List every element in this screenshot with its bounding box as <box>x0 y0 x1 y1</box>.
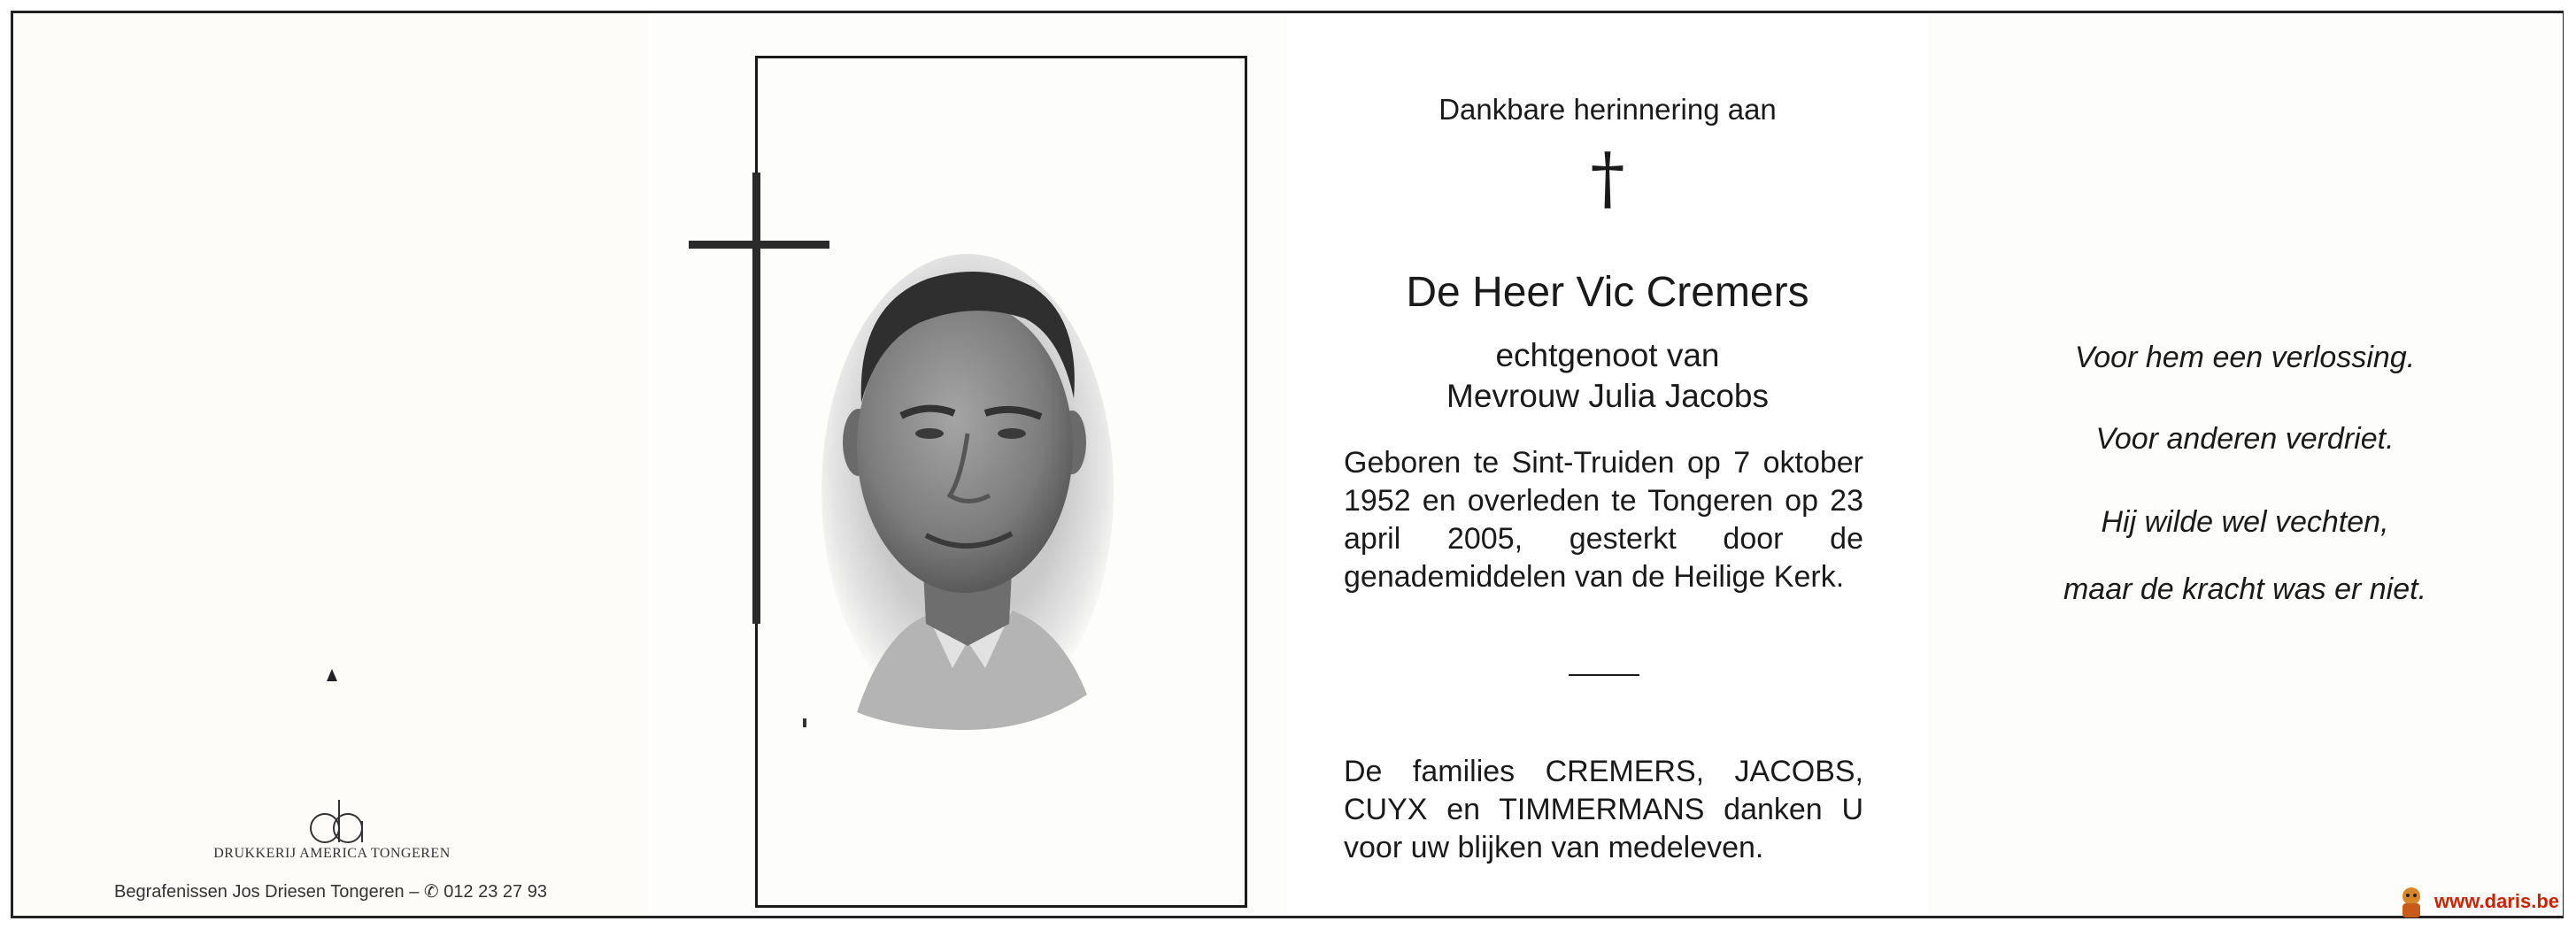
verse-panel <box>1927 13 2563 916</box>
memorial-panel <box>1288 13 1927 916</box>
verse-line-2: Voor anderen verdriet. <box>2095 422 2395 456</box>
photo-border-left-bottom <box>755 624 758 908</box>
cross-horizontal <box>689 241 829 249</box>
verse-line-4: maar de kracht was er niet. <box>2063 572 2427 606</box>
deceased-name: De Heer Vic Cremers <box>1406 269 1809 316</box>
intro-text: Dankbare herinnering aan <box>1438 93 1777 126</box>
ink-mark <box>802 718 807 727</box>
spouse-line-2: Mevrouw Julia Jacobs <box>1446 378 1769 414</box>
photo-panel <box>648 13 1288 916</box>
photo-border-left-top <box>755 56 758 173</box>
biography-text: Geboren te Sint-Truiden op 7 oktober 1952 en overleden te Tongeren op 23 april 2005, gesterkt door de genademiddelen van de Heilige Kerk. <box>1344 446 1863 594</box>
families-text: De families CREMERS, JACOBS, CUYX en TIMMERMANS danken U voor uw blijken van medeleven. <box>1344 755 1863 864</box>
verse-line-1: Voor hem een verlossing. <box>2074 341 2416 374</box>
printer-name: DRUKKERIJ AMERICA TONGEREN <box>213 846 451 861</box>
portrait-photo <box>821 252 1114 730</box>
watermark-site: www.daris.be <box>2434 890 2560 912</box>
back-panel <box>13 13 648 916</box>
divider <box>1569 674 1639 676</box>
spouse-line-1: echtgenoot van <box>1495 337 1720 373</box>
ink-speck <box>327 669 337 681</box>
cross-symbol: † <box>1590 139 1625 219</box>
printer-logo <box>307 796 366 846</box>
verse-line-3: Hij wilde wel vechten, <box>2101 505 2389 539</box>
watermark-icon <box>2395 884 2427 919</box>
funeral-home-line: Begrafenissen Jos Driesen Tongeren – ✆ 012 23 27 93 <box>114 882 547 902</box>
